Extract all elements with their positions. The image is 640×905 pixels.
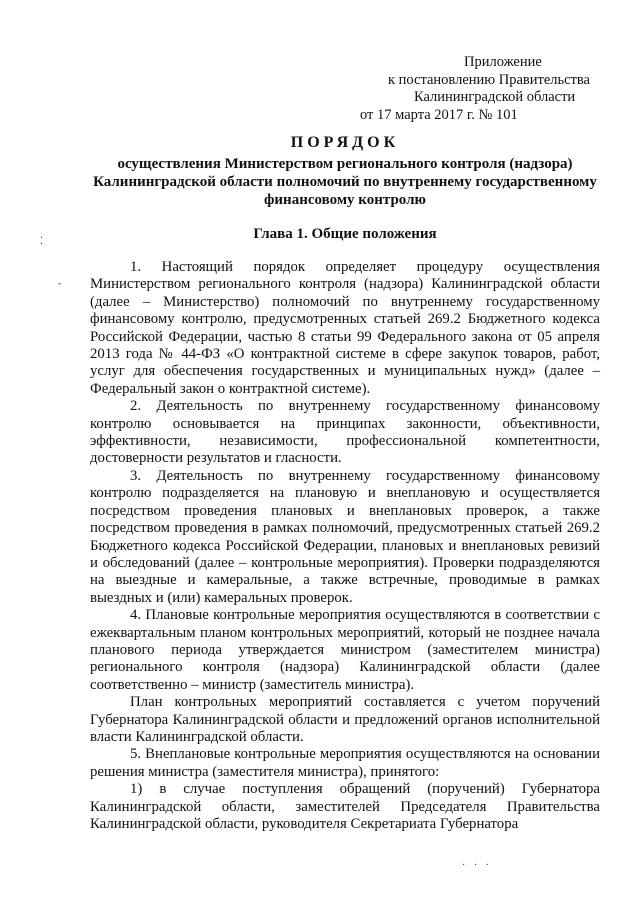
appendix-region: Калининградской области [414,89,576,105]
document-body [90,259,600,833]
paragraph-4-plan: План контрольных мероприятий составляется с учетом поручений Губернатора Калининградской области и предложений органов исполнительной власти Калининградской области. [90,694,600,745]
appendix-header [360,54,600,124]
paragraph-5: 5. Внеплановые контрольные мероприятия осуществляются на основании решения министра (заместителя министра), принятого: [90,746,600,780]
appendix-date-number: от 17 марта 2017 г. № 101 [360,106,518,123]
document-subtitle: осуществления Министерством регионального контроля (надзора) Калининградской области полномочий по внутреннему государственному финансовому контролю [93,156,597,208]
document-title: ПОРЯДОК [290,134,400,151]
paragraph-3: 3. Деятельность по внутреннему государственному финансовому контролю подразделяется на плановую и внеплановую и осуществляется посредством проведения плановых и внеплановых проверок, а также посредством проведения в рамках полномочий, предусмотренных статьей 269.2 Бюджетного кодекса Российской Федерации, плановых и внеплановых ревизий и обследований (далее – контрольные мероприятия). Проверки подразделяются на выездные и камеральные, а также встречные, проводимые в рамках выездных и (или) камеральных проверок. [90,467,600,606]
paragraph-4: 4. Плановые контрольные мероприятия осуществляются в соответствии с ежеквартальным планом контрольных мероприятий, который не позднее начала планового периода утверждается министром (заместителем министра) регионального контроля (надзора) Калининградской области (далее соответственно – министр (заместитель министра). [90,607,600,693]
scan-mark: ˬ [58,274,62,285]
chapter-heading: Глава 1. Общие положения [253,226,437,242]
paragraph-1: 1. Настоящий порядок определяет процедуру осуществления Министерством регионального контроля (надзора) Калининградской области (далее – Министерство) полномочий по внутреннему государственному финансовому контролю, предусмотренных статьей 269.2 Бюджетного кодекса Российской Федерации, частью 8 статьи 99 Федерального закона от 05 апреля 2013 года № 44-ФЗ «О контрактной системе в сфере закупок товаров, работ, услуг для обеспечения государственных и муниципальных нужд» (далее – Федеральный закон о контрактной системе). [90,259,600,397]
scan-mark: · · · [462,860,492,871]
scan-mark: ⁚ [40,236,44,247]
appendix-label: Приложение [464,54,542,70]
paragraph-2: 2. Деятельность по внутреннему государственному финансовому контролю основывается на принципах законности, объективности, эффективности, независимости, профессиональной компетентности, достоверности результатов и гласности. [90,398,600,467]
appendix-decree-ref: к постановлению Правительства [388,71,590,88]
document-title-block [90,133,600,209]
paragraph-5-item-1: 1) в случае поступления обращений (поручений) Губернатора Калининградской области, заместителей Председателя Правительства Калининградской области, руководителя Секретариата Губернатора [90,781,600,832]
